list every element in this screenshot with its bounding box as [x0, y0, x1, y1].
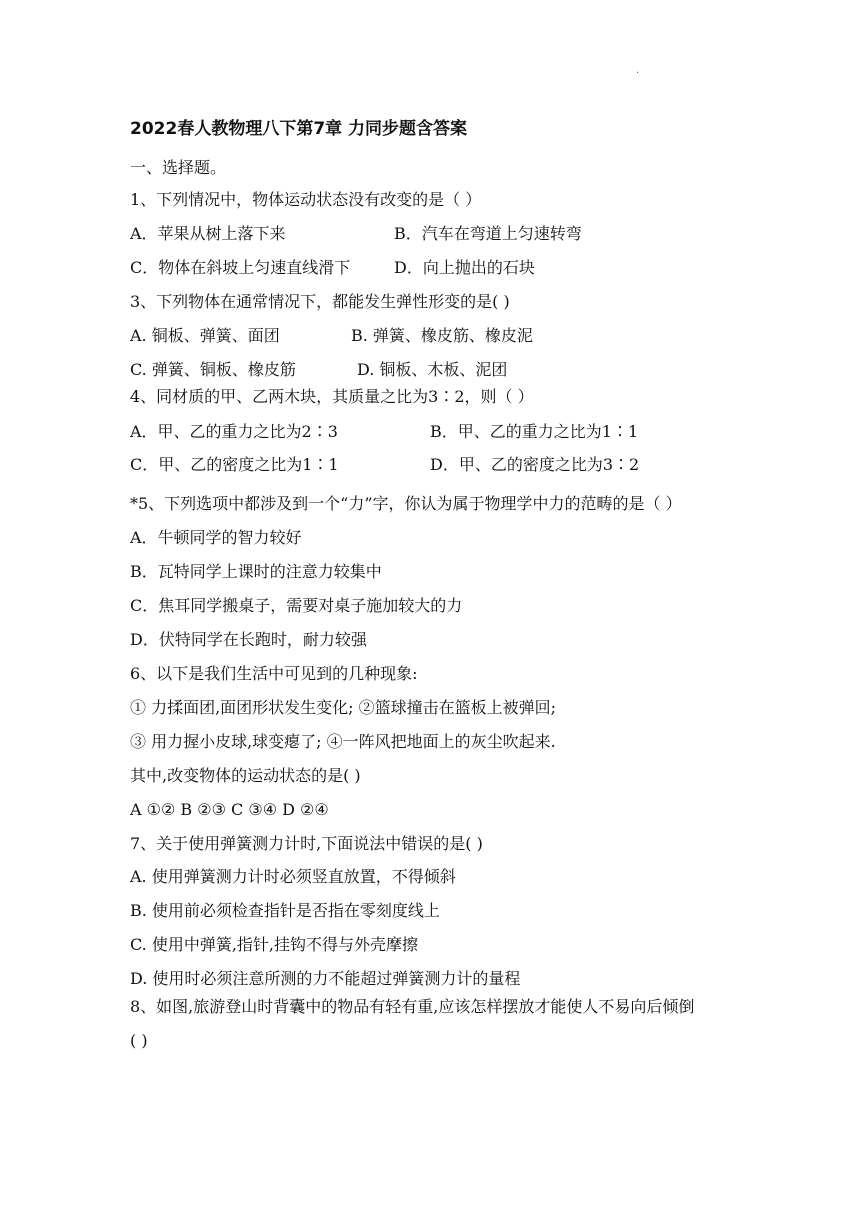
question-4-option-b: B．甲、乙的重力之比为1∶1: [430, 422, 639, 441]
question-3-option-c: C. 弹簧、铜板、橡皮筋: [130, 360, 296, 379]
question-6-prompt: 其中,改变物体的运动状态的是( ): [130, 766, 361, 785]
question-3-option-a: A. 铜板、弹簧、面团: [130, 326, 280, 345]
question-4-option-c: C．甲、乙的密度之比为1∶1: [130, 455, 339, 474]
document-title: 2022春人教物理八下第7章 力同步题含答案: [130, 119, 468, 139]
question-5-option-d: D．伏特同学在长跑时，耐力较强: [130, 630, 367, 649]
question-1-option-d: D．向上抛出的石块: [394, 258, 535, 277]
question-1-option-b: B．汽车在弯道上匀速转弯: [394, 224, 582, 243]
question-7-option-a: A. 使用弹簧测力计时必须竖直放置，不得倾斜: [130, 867, 456, 886]
question-5-option-c: C．焦耳同学搬桌子，需要对桌子施加较大的力: [130, 596, 463, 615]
question-7-stem: 7、关于使用弹簧测力计时,下面说法中错误的是( ): [130, 834, 483, 853]
section-heading: 一、选择题。: [130, 158, 227, 177]
question-1-stem: 1、下列情况中，物体运动状态没有改变的是（ ）: [130, 190, 482, 209]
question-5-option-b: B．瓦特同学上课时的注意力较集中: [130, 562, 382, 581]
question-6-stem: 6、以下是我们生活中可见到的几种现象:: [130, 664, 418, 683]
question-3-option-b: B. 弹簧、橡皮筋、橡皮泥: [351, 326, 533, 345]
question-4-option-d: D．甲、乙的密度之比为3∶2: [430, 455, 640, 474]
question-5-stem: *5、下列选项中都涉及到一个“力”字，你认为属于物理学中力的范畴的是（ ）: [130, 494, 682, 513]
question-6-options: A ①② B ②③ C ③④ D ②④: [130, 800, 329, 819]
question-7-option-c: C. 使用中弹簧,指针,挂钩不得与外壳摩擦: [130, 935, 419, 954]
question-3-stem: 3、下列物体在通常情况下，都能发生弹性形变的是( ): [130, 292, 510, 311]
question-1-option-c: C．物体在斜坡上匀速直线滑下: [130, 258, 351, 277]
question-4-stem: 4、同材质的甲、乙两木块，其质量之比为3∶2，则（ ）: [130, 387, 534, 406]
question-6-phenomena-1: ① 力揉面团,面团形状发生变化; ②篮球撞击在篮板上被弹回;: [130, 698, 557, 717]
question-8-paren: ( ): [130, 1031, 148, 1050]
question-4-option-a: A．甲、乙的重力之比为2∶3: [130, 422, 338, 441]
question-7-option-b: B. 使用前必须检查指针是否指在零刻度线上: [130, 901, 440, 920]
question-5-option-a: A．牛顿同学的智力较好: [130, 528, 302, 547]
question-6-phenomena-2: ③ 用力握小皮球,球变瘪了; ④一阵风把地面上的灰尘吹起来.: [130, 732, 556, 751]
question-7-option-d: D. 使用时必须注意所测的力不能超过弹簧测力计的量程: [130, 969, 521, 988]
page-dot: .: [636, 65, 640, 76]
question-1-option-a: A．苹果从树上落下来: [130, 224, 286, 243]
question-8-stem: 8、如图,旅游登山时背囊中的物品有轻有重,应该怎样摆放才能使人不易向后倾倒: [130, 997, 695, 1016]
question-3-option-d: D. 铜板、木板、泥团: [357, 360, 508, 379]
